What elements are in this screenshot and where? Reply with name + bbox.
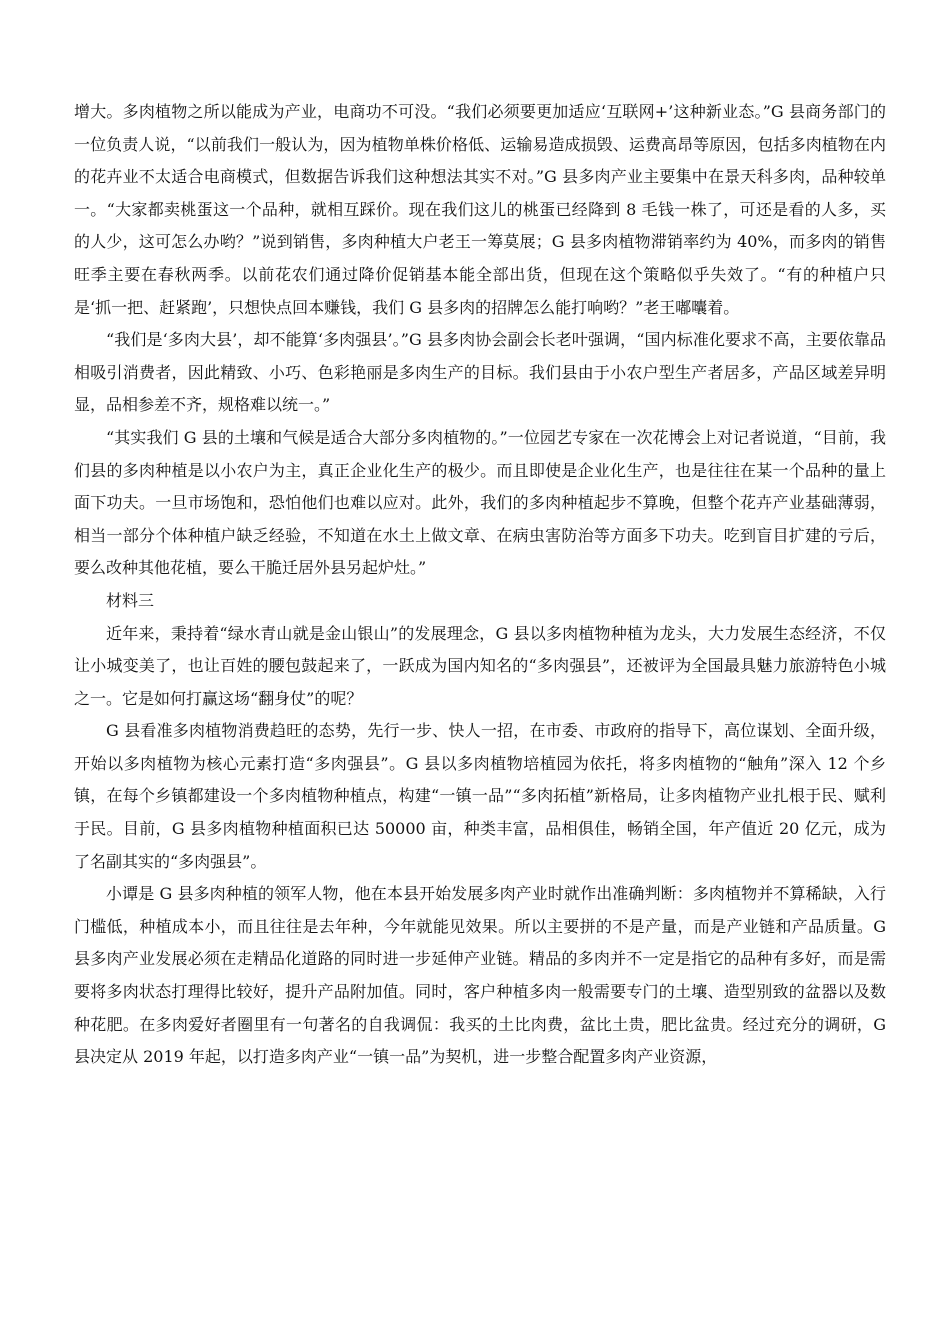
paragraph-leader-xiaotan: 小谭是 G 县多肉种植的领军人物，他在本县开始发展多肉产业时就作出准确判断：多肉植物并不算稀缺，入行门槛低，种植成本小，而且往往是去年种，今年就能见效果。所以主要拼的不是产量，而是产业链和产品质量。G 县多肉产业发展必须在走精品化道路的同时进一步延伸产业链。精品的多肉并不一定是指它的品种有多好，而是需要将多肉状态打理得比较好，提升产品附加值。同时，客户种植多肉一般需要专门的土壤、造型别致的盆器以及数种花肥。在多肉爱好者圈里有一句著名的自我调侃：我买的土比肉费，盆比土贵，肥比盆贵。经过充分的调研，G 县决定从 2019 年起，以打造多肉产业“一镇一品”为契机，进一步整合配置多肉产业资源，: [74, 884, 886, 1067]
section-heading-material-three: 材料三: [106, 590, 155, 610]
paragraph-county-strategy: G 县看准多肉植物消费趋旺的态势，先行一步、快人一招，在市委、市政府的指导下，高位谋划、全面升级，开始以多肉植物为核心元素打造“多肉强县”。G 县以多肉植物培植园为依托，将多肉植物的“触角”深入 12 个乡镇，在每个乡镇都建设一个多肉植物种植点，构建“一镇一品”“多肉拓植”新格局，让多肉植物产业扎根于民、赋利于民。目前，G 县多肉植物种植面积已达 50000 亩，种类丰富，品相俱佳，畅销全国，年产值近 20 亿元，成为了名副其实的“多肉强县”。: [74, 721, 886, 871]
body-text: [74, 96, 886, 1074]
paragraph-development-intro: 近年来，秉持着“绿水青山就是金山银山”的发展理念，G 县以多肉植物种植为龙头，大力发展生态经济，不仅让小城变美了，也让百姓的腰包鼓起来了，一跃成为国内知名的“多肉强县”，还被评为全国最具魅力旅游特色小城之一。它是如何打赢这场“翻身仗”的呢？: [74, 623, 886, 708]
paragraph-association-quote: “我们是‘多肉大县’，却不能算‘多肉强县’。”G 县多肉协会副会长老叶强调，“国内标准化要求不高，主要依靠品相吸引消费者，因此精致、小巧、色彩艳丽是多肉生产的目标。我们县由于小农户型生产者居多，产品区域差异明显，品相参差不齐，规格难以统一。”: [74, 330, 886, 415]
paragraph-expert-quote: “其实我们 G 县的土壤和气候是适合大部分多肉植物的。”一位园艺专家在一次花博会上对记者说道，“目前，我们县的多肉种植是以小农户为主，真正企业化生产的极少。而且即使是企业化生产，也是往往在某一个品种的量上面下功夫。一旦市场饱和，恐怕他们也难以应对。此外，我们的多肉种植起步不算晚，但整个花卉产业基础薄弱，相当一部分个体种植户缺乏经验，不知道在水土上做文章、在病虫害防治等方面多下功夫。吃到盲目扩建的亏后，要么改种其他花植，要么干脆迁居外县另起炉灶。”: [74, 427, 886, 578]
paragraph-continuation: 增大。多肉植物之所以能成为产业，电商功不可没。“我们必须要更加适应‘互联网+’这种新业态。”G 县商务部门的一位负责人说，“以前我们一般认为，因为植物单株价格低、运输易造成损毁、运费高昂等原因，包括多肉植物在内的花卉业不太适合电商模式，但数据告诉我们这种想法其实不对。”G 县多肉产业主要集中在景天科多肉，品种较单一。“大家都卖桃蛋这一个品种，就相互踩价。现在我们这儿的桃蛋已经降到 8 毛钱一株了，可还是看的人多，买的人少，这可怎么办哟？”说到销售，多肉种植大户老王一筹莫展；G 县多肉植物滞销率约为 40%，而多肉的销售旺季主要在春秋两季。以前花农们通过降价促销基本能全部出货，但现在这个策略似乎失效了。“有的种植户只是‘抓一把、赶紧跑’，只想快点回本赚钱，我们 G 县多肉的招牌怎么能打响哟？”老王嘟囔着。: [74, 102, 886, 317]
